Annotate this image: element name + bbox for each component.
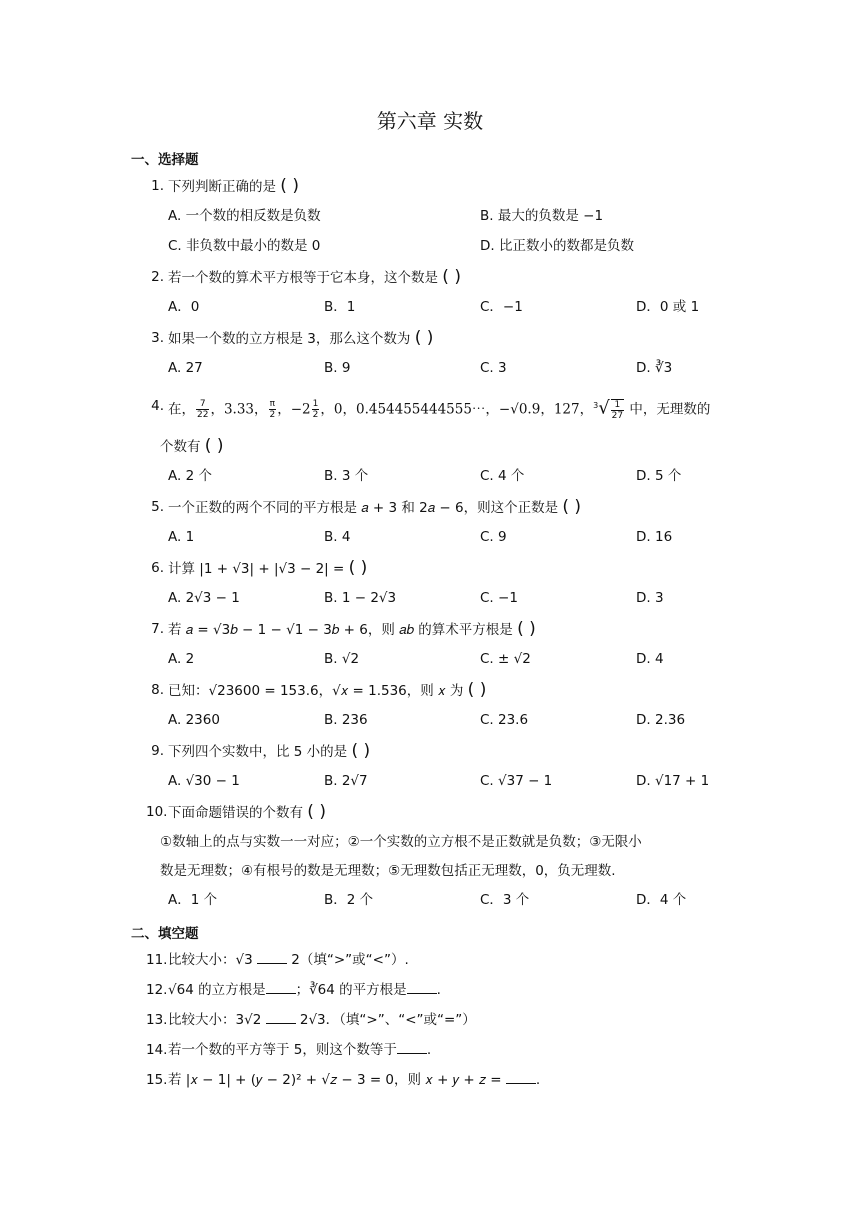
question-text: 计算 |1 + √3| + |√3 − 2| =	[168, 561, 345, 577]
option-d: D. 16	[636, 529, 673, 545]
question-text: .	[535, 1072, 541, 1088]
answer-bracket: ( )	[351, 741, 371, 761]
question-number: 10.	[146, 804, 168, 820]
answer-bracket: ( )	[307, 802, 326, 822]
question-text: ；∛64 的平方根是	[295, 982, 407, 998]
option-c: C. 3	[480, 360, 507, 376]
text-segment: ，0，0.454455444555⋯，−√0.9，127，	[320, 401, 594, 418]
answer-blank[interactable]	[407, 981, 437, 994]
question-number: 13.	[146, 1012, 168, 1028]
option-d: D. ∛3	[636, 360, 673, 376]
question-10-statements-line2: 数是无理数；④有根号的数是无理数；⑤无理数包括正无理数，0，负无理数.	[160, 863, 616, 879]
question-text: 2√3．（填“>”、“<”或“=”）	[295, 1012, 476, 1028]
question-text: 已知：√23600 = 153.6，√𝑥 = 1.536，则 𝑥 为	[168, 683, 464, 699]
question-text: 个数有	[160, 439, 201, 455]
answer-bracket: ( )	[517, 619, 536, 639]
question-text: 比较大小：3√2	[168, 1012, 266, 1028]
option-c: C. −1	[480, 590, 518, 606]
option-d: D. 5 个	[636, 468, 682, 484]
answer-bracket: ( )	[442, 267, 461, 287]
option-d: D. 3	[636, 590, 664, 606]
section-choice-heading: 一、选择题	[131, 152, 199, 168]
question-number: 4.	[151, 398, 164, 414]
denominator: 2	[312, 410, 319, 420]
denominator: 27	[611, 410, 624, 421]
question-number: 12.	[146, 982, 168, 998]
radical-sign: √	[598, 397, 610, 419]
question-number: 8.	[151, 682, 164, 698]
option-a: A．1 个	[168, 892, 218, 908]
fraction	[312, 399, 320, 420]
question-text: 若一个数的平方等于 5，则这个数等于	[168, 1042, 397, 1058]
numerator: 1	[312, 399, 319, 409]
denominator: 2	[269, 410, 276, 420]
option-a: A. 27	[168, 360, 203, 376]
question-number: 14.	[146, 1042, 168, 1058]
option-d: D. 4	[636, 651, 664, 667]
option-a: A. 1	[168, 529, 195, 545]
numerator: 7	[196, 399, 209, 410]
answer-bracket: ( )	[204, 436, 224, 456]
answer-bracket: ( )	[280, 176, 299, 196]
question-number: 6.	[151, 560, 164, 576]
fraction	[196, 399, 209, 420]
option-c: C. ± √2	[480, 651, 531, 667]
question-number: 3.	[151, 330, 164, 346]
option-b: B. 9	[324, 360, 351, 376]
question-text: 若 |𝑥 − 1| + (𝑦 − 2)² + √𝑧 − 3 = 0，则 𝑥 + 𝑦 + 𝑧 =	[168, 1072, 506, 1088]
question-10-statements-line1: ①数轴上的点与实数一一对应；②一个实数的立方根不是正数就是负数；③无限小	[160, 834, 642, 850]
question-number: 15.	[146, 1072, 168, 1088]
option-a: A. 2	[168, 651, 195, 667]
question-number: 5.	[151, 499, 164, 515]
answer-bracket: ( )	[467, 680, 487, 700]
option-a: A. 一个数的相反数是负数	[168, 208, 321, 224]
option-d: D. 比正数小的数都是负数	[480, 238, 634, 254]
question-number: 2.	[151, 269, 164, 285]
question-text: 下列四个实数中，比 5 小的是	[168, 744, 348, 760]
option-b: B. 4	[324, 529, 351, 545]
question-text	[168, 396, 710, 421]
question-text: √64 的立方根是	[168, 982, 266, 998]
root-index: 3	[593, 401, 599, 410]
question-number: 1.	[151, 178, 164, 194]
option-b: B. 2√7	[324, 773, 368, 789]
answer-blank[interactable]	[506, 1071, 536, 1084]
question-number: 9.	[151, 743, 164, 759]
option-c: C. 非负数中最小的数是 0	[168, 238, 321, 254]
answer-blank[interactable]	[266, 1011, 296, 1024]
question-text: 一个正数的两个不同的平方根是 𝑎 + 3 和 2𝑎 − 6，则这个正数是	[168, 500, 559, 516]
option-c: C. 23.6	[480, 712, 529, 728]
question-text: 若一个数的算术平方根等于它本身，这个数是	[168, 270, 438, 286]
question-text: 下面命题错误的个数有	[168, 805, 303, 821]
answer-blank[interactable]	[397, 1041, 427, 1054]
text-segment: ，−2	[277, 401, 311, 418]
option-c: C. 4 个	[480, 468, 525, 484]
question-4-continuation	[160, 436, 223, 457]
question-text: 若 𝑎 = √3𝑏 − 1 − √1 − 3𝑏 + 6，则 𝑎𝑏 的算术平方根是	[168, 622, 513, 638]
fraction	[611, 399, 624, 421]
option-a: A. 2 个	[168, 468, 212, 484]
option-d: D．0 或 1	[636, 299, 700, 315]
page-title: 第六章 实数	[376, 109, 484, 133]
text-segment: ，3.33，	[210, 401, 268, 418]
option-a: A. 2360	[168, 712, 220, 728]
option-a: A. 2√3 − 1	[168, 590, 240, 606]
option-c: C．3 个	[480, 892, 530, 908]
fraction	[269, 399, 277, 420]
option-d: D. 2.36	[636, 712, 686, 728]
answer-blank[interactable]	[257, 951, 287, 964]
answer-bracket: ( )	[348, 558, 368, 578]
numerator: π	[269, 399, 276, 409]
option-d: D．4 个	[636, 892, 687, 908]
question-number: 7.	[151, 621, 164, 637]
numerator: 1	[611, 400, 624, 411]
option-a: A．0	[168, 299, 200, 315]
text-segment: 中，无理数的	[625, 401, 711, 418]
option-c: C. √37 − 1	[480, 773, 553, 789]
option-c: C. 9	[480, 529, 507, 545]
option-b: B．1	[324, 299, 356, 315]
text-segment: 在，	[168, 401, 195, 418]
answer-bracket: ( )	[414, 328, 434, 348]
section-fill-heading: 二、填空题	[131, 926, 199, 942]
option-b: B. 最大的负数是 −1	[480, 208, 604, 224]
question-text: .	[436, 982, 441, 998]
option-b: B. 1 − 2√3	[324, 590, 397, 606]
question-text: 如果一个数的立方根是 3，那么这个数为	[168, 331, 411, 347]
denominator: 22	[197, 410, 209, 420]
option-a: A. √30 − 1	[168, 773, 240, 789]
question-text: 2（填“>”或“<”）.	[286, 952, 409, 968]
answer-bracket: ( )	[562, 497, 582, 517]
question-text: 比较大小：√3	[168, 952, 257, 968]
answer-blank[interactable]	[266, 981, 296, 994]
option-b: B. √2	[324, 651, 360, 667]
option-d: D. √17 + 1	[636, 773, 710, 789]
option-b: B. 236	[324, 712, 368, 728]
question-text: 下列判断正确的是	[168, 179, 276, 195]
option-b: B. 3 个	[324, 468, 369, 484]
question-number: 11.	[146, 952, 168, 968]
question-text: .	[426, 1042, 432, 1058]
option-b: B．2 个	[324, 892, 374, 908]
option-c: C．−1	[480, 299, 523, 315]
